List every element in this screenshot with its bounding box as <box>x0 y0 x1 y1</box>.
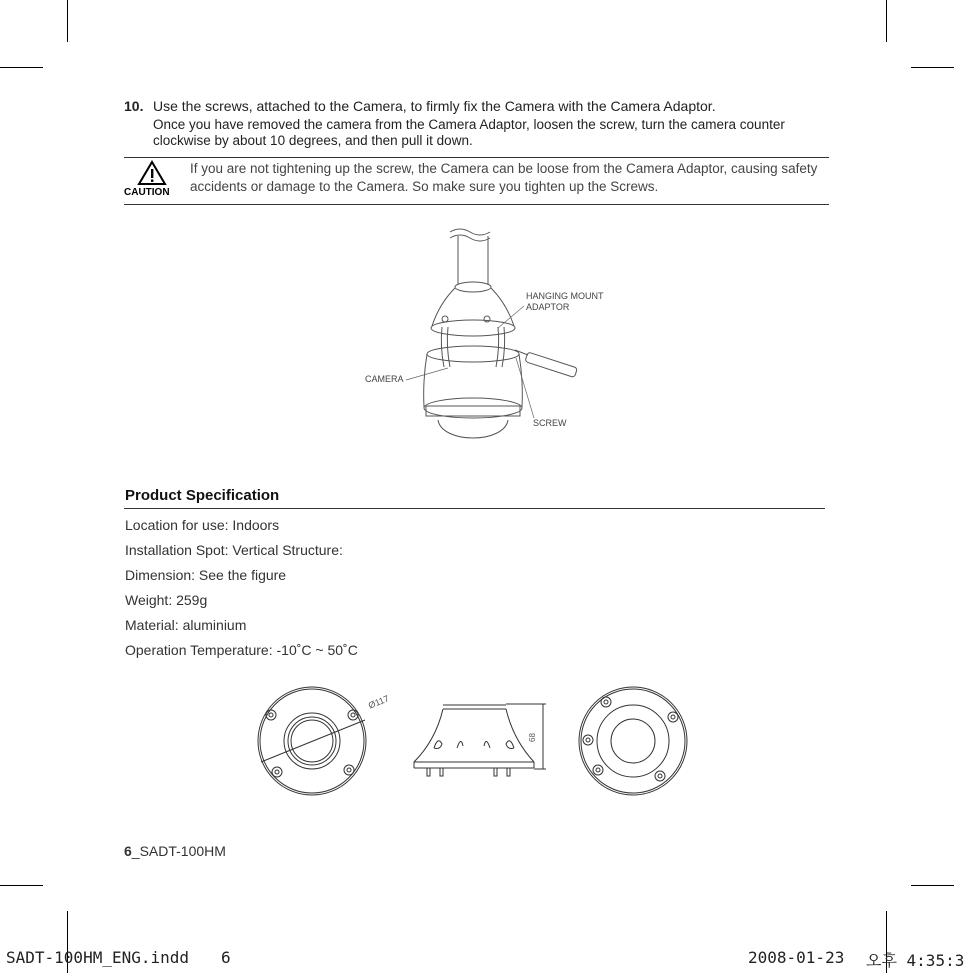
slug-filename: SADT-100HM_ENG.indd <box>6 948 190 967</box>
page-number: 6 <box>124 843 132 859</box>
spec-location: Location for use: Indoors <box>125 517 280 533</box>
bottom-view-drawing <box>576 684 691 799</box>
camera-label: CAMERA <box>365 374 404 384</box>
caution-label: CAUTION <box>124 187 170 198</box>
section-title: Product Specification <box>125 487 280 504</box>
screw-label: SCREW <box>533 418 567 428</box>
spec-temperature: Operation Temperature: -10˚C ~ 50˚C <box>125 642 358 658</box>
crop-mark <box>0 885 43 886</box>
hanging-mount-adaptor-label: HANGING MOUNT ADAPTOR <box>526 291 604 312</box>
slug-date: 2008-01-23 <box>748 948 845 967</box>
crop-mark <box>911 67 954 68</box>
diameter-label: Ø117 <box>366 693 391 711</box>
spec-material: Material: aluminium <box>125 617 247 633</box>
warning-icon <box>137 160 167 186</box>
step-number: 10. <box>124 98 144 114</box>
callout-lines <box>400 300 540 430</box>
top-view-drawing <box>255 684 370 799</box>
crop-mark <box>886 0 887 42</box>
crop-mark <box>67 0 68 42</box>
slug-time: 오후 4:35:3 <box>866 951 964 970</box>
caution-text: If you are not tightening up the screw, the Camera can be loose from the Camera Adaptor, causing safety accidents or damage to the Camera. So make sure you tighten up the Screws. <box>190 161 818 194</box>
spec-weight: Weight: 259g <box>125 592 208 608</box>
slug-page: 6 <box>221 948 231 967</box>
crop-mark <box>911 885 954 886</box>
crop-mark <box>0 67 43 68</box>
step-sub-text: Once you have removed the camera from the Camera Adaptor, loosen the screw, turn the camera counter clockwise by about 10 degrees, and then pull it down. <box>153 117 785 148</box>
caution-bottom-rule <box>124 204 829 205</box>
footer-model: _SADT-100HM <box>131 843 226 859</box>
spec-installation: Installation Spot: Vertical Structure: <box>125 542 343 558</box>
section-title-rule <box>124 508 825 509</box>
caution-top-rule <box>124 157 829 158</box>
page-footer <box>124 843 226 859</box>
height-label: 68 <box>527 733 537 742</box>
spec-dimension: Dimension: See the figure <box>125 567 287 583</box>
step-main-text: Use the screws, attached to the Camera, to firmly fix the Camera with the Camera Adaptor. <box>153 98 716 114</box>
